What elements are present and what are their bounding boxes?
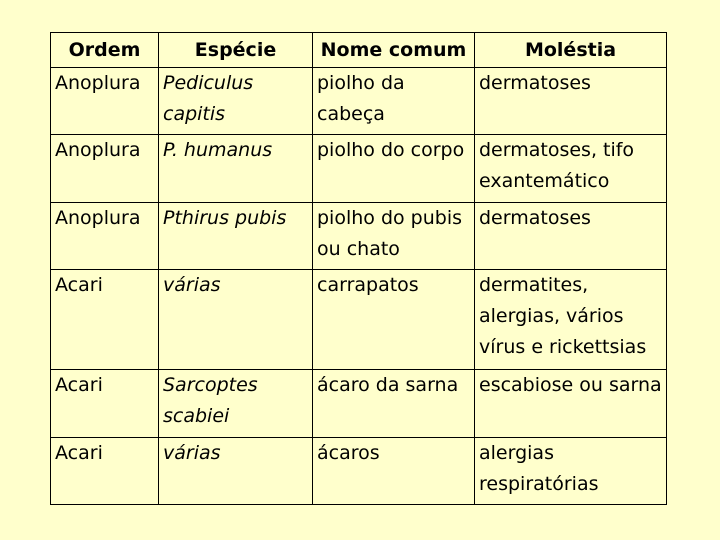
cell-molestia: dermatoses, tifo exantemático [475,135,667,202]
cell-nome-comum: ácaro da sarna [313,370,475,437]
table-row [51,68,667,135]
header-row [51,33,667,68]
cell-especie: Pediculus capitis [159,68,313,135]
header-ordem: Ordem [51,33,159,68]
table-row [51,269,667,369]
cell-especie: P. humanus [159,135,313,202]
cell-molestia: alergias respiratórias [475,437,667,504]
cell-molestia: dermatites, alergias, vários vírus e rickettsias [475,269,667,369]
table-header [51,33,667,68]
cell-nome-comum: ácaros [313,437,475,504]
cell-molestia: dermatoses [475,68,667,135]
table-row [51,437,667,504]
cell-molestia: dermatoses [475,202,667,269]
header-especie: Espécie [159,33,313,68]
header-molestia: Moléstia [475,33,667,68]
cell-ordem: Acari [51,370,159,437]
cell-ordem: Anoplura [51,68,159,135]
species-table [50,32,667,505]
cell-especie: várias [159,437,313,504]
cell-nome-comum: piolho do corpo [313,135,475,202]
cell-nome-comum: carrapatos [313,269,475,369]
table-row [51,370,667,437]
table-body [51,68,667,505]
cell-molestia: escabiose ou sarna [475,370,667,437]
cell-nome-comum: piolho da cabeça [313,68,475,135]
cell-especie: Pthirus pubis [159,202,313,269]
cell-especie: Sarcoptes scabiei [159,370,313,437]
cell-ordem: Acari [51,269,159,369]
cell-nome-comum: piolho do pubis ou chato [313,202,475,269]
cell-ordem: Acari [51,437,159,504]
cell-ordem: Anoplura [51,202,159,269]
table-row [51,135,667,202]
cell-especie: várias [159,269,313,369]
cell-ordem: Anoplura [51,135,159,202]
header-nome-comum: Nome comum [313,33,475,68]
table-row [51,202,667,269]
